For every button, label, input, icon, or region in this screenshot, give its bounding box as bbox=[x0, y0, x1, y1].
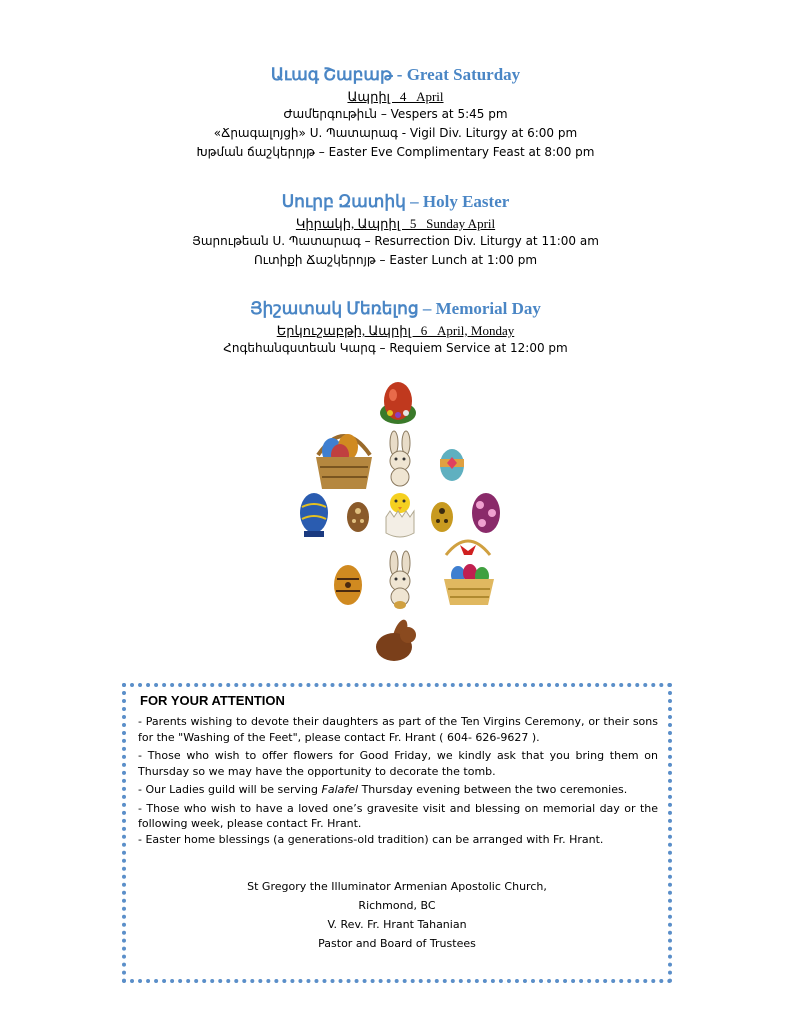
section-title: Սուրբ Զատիկ – Holy Easter bbox=[281, 192, 510, 211]
schedule-line: Յարութեան Ս. Պատարագ – Resurrection Div. Liturgy at 11:00 am bbox=[192, 234, 599, 248]
memorial-day-section bbox=[0, 299, 791, 358]
attention-item: - Those who wish to offer flowers for Good Friday, we kindly ask that you bring them on Thursday so we may have the opportunity to decorate the tomb. bbox=[138, 749, 658, 778]
falafel-word: Falafel bbox=[321, 783, 359, 796]
church-name: St Gregory the Illuminator Armenian Apostolic Church, bbox=[247, 880, 547, 893]
chocolate-bunny-icon bbox=[376, 618, 416, 661]
basket-with-bow-icon bbox=[444, 541, 494, 605]
attention-item: - Parents wishing to devote their daughters as part of the Ten Virgins Ceremony, or their sons for the "Washing of the Feet", please contact Fr. Hrant ( 604- 626-9627 ). bbox=[138, 715, 658, 744]
golden-egg-icon bbox=[431, 502, 453, 532]
church-location: Richmond, BC bbox=[358, 899, 436, 912]
attention-item: - Easter home blessings (a generations-old tradition) can be arranged with Fr. Hrant. bbox=[138, 832, 604, 846]
schedule-line: Ժամերգութիւն – Vespers at 5:45 pm bbox=[283, 107, 508, 121]
brown-egg-icon bbox=[347, 502, 369, 532]
schedule-line: «Ճրագալոյցի» Ս. Պատարագ - Vigil Div. Liturgy at 6:00 pm bbox=[213, 126, 578, 140]
easter-decoration-image bbox=[290, 377, 510, 667]
section-title: Աւագ Շաբաթ - Great Saturday bbox=[270, 65, 521, 84]
decorated-egg-icon bbox=[440, 449, 464, 481]
ladies-text-end: Thursday evening between the two ceremonies. bbox=[358, 783, 628, 796]
bunny-icon bbox=[390, 431, 410, 486]
blue-egg-icon bbox=[300, 493, 328, 537]
chick-in-egg-icon bbox=[386, 493, 414, 537]
ladies-text-start: - Our Ladies guild will be serving bbox=[138, 783, 322, 796]
attention-heading: FOR YOUR ATTENTION bbox=[140, 693, 285, 708]
patterned-egg-icon bbox=[334, 565, 362, 605]
bunny-icon bbox=[390, 551, 410, 609]
pastor-board: Pastor and Board of Trustees bbox=[318, 937, 476, 950]
schedule-line: Խթման ճաշկերոյթ – Easter Eve Complimentary Feast at 8:00 pm bbox=[196, 145, 595, 159]
easter-decoration-cluster bbox=[290, 377, 510, 667]
pastor-name: V. Rev. Fr. Hrant Tahanian bbox=[327, 918, 467, 931]
attention-item: - Those who wish to have a loved one’s gravesite visit and blessing on memorial day or the following week, please contact Fr. Hrant. bbox=[138, 801, 658, 830]
schedule-line: Հոգեհանգստեան Կարգ – Requiem Service at 12:00 pm bbox=[223, 341, 568, 355]
red-egg-in-nest-icon bbox=[380, 382, 416, 424]
great-saturday-section bbox=[0, 65, 791, 162]
church-signature bbox=[126, 877, 668, 953]
section-title: Յիշատակ Մեռելոց – Memorial Day bbox=[250, 299, 541, 318]
section-date: Երկուշաբթի, Ապրիլ 6 April, Monday bbox=[276, 323, 515, 338]
schedule-line: Ուտիքի Ճաշկերոյթ – Easter Lunch at 1:00 pm bbox=[253, 253, 538, 267]
floral-egg-icon bbox=[472, 493, 500, 533]
attention-item-ladies-guild bbox=[138, 782, 658, 798]
attention-list bbox=[138, 714, 658, 850]
egg-basket-icon bbox=[316, 434, 372, 489]
section-date: Ապրիլ 4 April bbox=[347, 89, 444, 104]
attention-box bbox=[122, 683, 672, 983]
section-date: Կիրակի, Ապրիլ 5 Sunday April bbox=[295, 216, 496, 231]
holy-easter-section bbox=[0, 192, 791, 270]
